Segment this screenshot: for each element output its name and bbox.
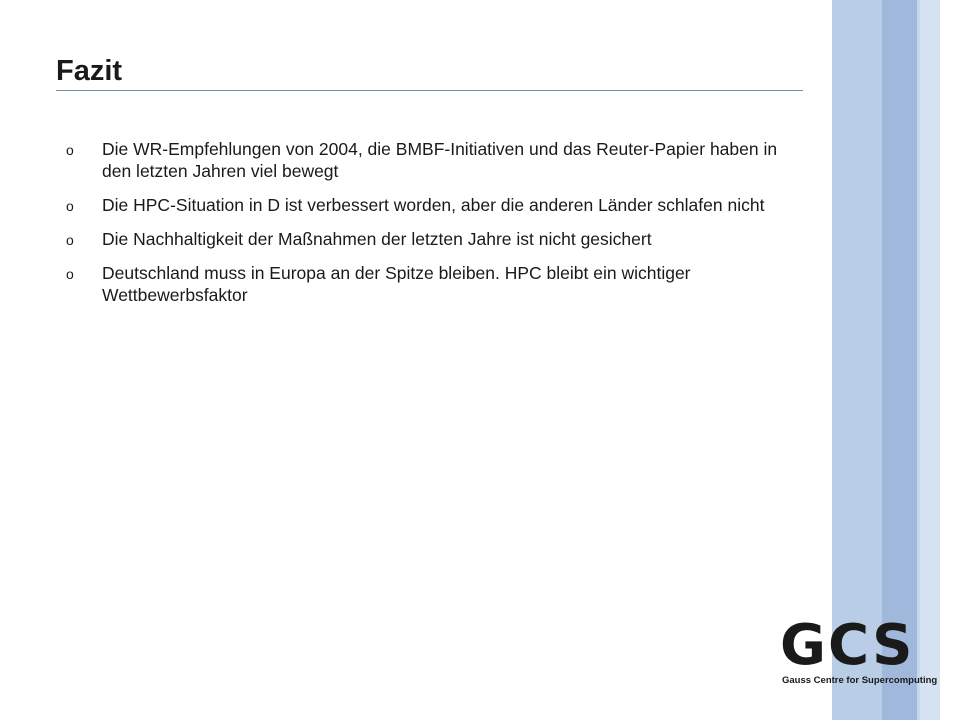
decorative-stripe xyxy=(940,0,960,720)
bullet-item xyxy=(64,228,794,250)
bullet-marker-icon: o xyxy=(66,232,74,248)
slide-title: Fazit xyxy=(56,55,123,87)
logo-subtitle: Gauss Centre for Supercomputing xyxy=(782,675,938,686)
bullet-item xyxy=(64,138,794,182)
decorative-stripe xyxy=(920,0,940,720)
bullet-text: Die HPC-Situation in D ist verbessert worden, aber die anderen Länder schlafen nicht xyxy=(102,195,765,215)
bullet-marker-icon: o xyxy=(66,198,74,214)
decorative-stripe xyxy=(882,0,917,720)
bullet-text: Die WR-Empfehlungen von 2004, die BMBF-Initiativen und das Reuter-Papier haben in den letzten Jahren viel bewegt xyxy=(102,139,778,181)
bullet-item xyxy=(64,262,794,306)
title-underline xyxy=(56,90,803,91)
decorative-stripe xyxy=(832,0,882,720)
bullet-text: Die Nachhaltigkeit der Maßnahmen der letzten Jahre ist nicht gesichert xyxy=(102,229,652,249)
bullet-marker-icon: o xyxy=(66,266,74,282)
logo-wordmark: GCS xyxy=(780,613,915,678)
bullet-text: Deutschland muss in Europa an der Spitze bleiben. HPC bleibt ein wichtiger Wettbewerbsfaktor xyxy=(102,263,691,305)
bullet-item xyxy=(64,194,794,216)
bullet-list xyxy=(64,138,794,318)
gcs-logo xyxy=(776,613,940,692)
bullet-marker-icon: o xyxy=(66,142,74,158)
